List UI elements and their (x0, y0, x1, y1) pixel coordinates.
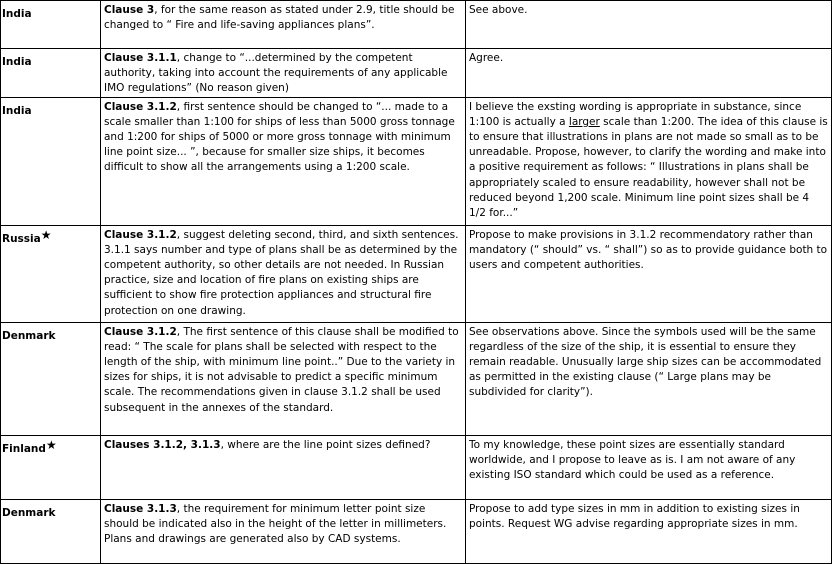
table-row (1, 322, 832, 435)
response-cell: I believe the exsting wording is appropriate in substance, since 1:100 is actually a larger scale than 1:200. The idea of this clause is to ensure that illustrations in plans are not made so small as to be unreadable. Propose, however, to clarify the wording and make into a positive requirement as follows: “ Illustrations in plans shall be appropriately scaled to ensure readability, however shall not be reduced beyond 1,200 scale. Minimum line point sizes shall be 4 1/2 for...” (466, 97, 832, 225)
response-cell: Agree. (466, 49, 832, 98)
response-cell: To my knowledge, these point sizes are essentially standard worldwide, and I propose to leave as is. I am not aware of any existing ISO standard which could be used as a reference. (466, 435, 832, 499)
underlined-word: larger (568, 115, 600, 128)
table-row (1, 499, 832, 563)
table-row (1, 225, 832, 322)
comment-cell: Clause 3.1.2, first sentence should be changed to “... made to a scale smaller than 1:100 for ships of less than 5000 gross tonnage and 1:200 for ships of 5000 or more gross tonnage with minimum line point size... ”, because for smaller size ships, it becomes difficult to show all the arrangements using a 1:200 scale. (101, 97, 466, 225)
comment-cell: Clause 3.1.1, change to “...determined by the competent authority, taking into account the requirements of any applicable IMO regulations” (No reason given) (101, 49, 466, 98)
country-cell: Russia★ (1, 225, 101, 322)
table-row (1, 435, 832, 499)
response-cell: Propose to add type sizes in mm in addition to existing sizes in points. Request WG advise regarding appropriate sizes in mm. (466, 499, 832, 563)
table-row (1, 1, 832, 49)
comment-cell: Clauses 3.1.2, 3.1.3, where are the line point sizes defined? (101, 435, 466, 499)
table-row (1, 49, 832, 98)
comment-cell: Clause 3, for the same reason as stated under 2.9, title should be changed to “ Fire and life-saving appliances plans”. (101, 1, 466, 49)
comment-cell: Clause 3.1.2, The first sentence of this clause shall be modified to read: “ The scale for plans shall be selected with respect to the length of the ship, with minimum line point..” Due to the variety in sizes for ships, it is not advisable to predict a specific minimum scale. The recommendations given in clause 3.1.2 shall be used subsequent in the annexes of the standard. (101, 322, 466, 435)
table-row (1, 97, 832, 225)
country-cell: India (1, 49, 101, 98)
star-icon: ★ (45, 437, 57, 452)
comment-cell: Clause 3.1.3, the requirement for minimum letter point size should be indicated also in the height of the letter in millimeters. Plans and drawings are generated also by CAD systems. (101, 499, 466, 563)
response-cell: Propose to make provisions in 3.1.2 recommendatory rather than mandatory (“ should” vs. “ shall”) so as to provide guidance both to users and competent authorities. (466, 225, 832, 322)
country-cell: Finland★ (1, 435, 101, 499)
country-cell: Denmark (1, 322, 101, 435)
comment-cell: Clause 3.1.2, suggest deleting second, third, and sixth sentences. 3.1.1 says number and type of plans shall be as determined by the competent authority, so other details are not needed. In Russian practice, size and location of fire plans on existing ships are sufficient to show fire protection appliances and structural fire protection on one drawing. (101, 225, 466, 322)
response-cell: See above. (466, 1, 832, 49)
star-icon: ★ (40, 227, 52, 242)
country-cell: India (1, 1, 101, 49)
country-cell: Denmark (1, 499, 101, 563)
country-cell: India (1, 97, 101, 225)
response-cell: See observations above. Since the symbols used will be the same regardless of the size of the ship, it is essential to ensure they remain readable. Unusually large ship sizes can be accommodated as permitted in the existing clause (“ Large plans may be subdivided for clarity”). (466, 322, 832, 435)
